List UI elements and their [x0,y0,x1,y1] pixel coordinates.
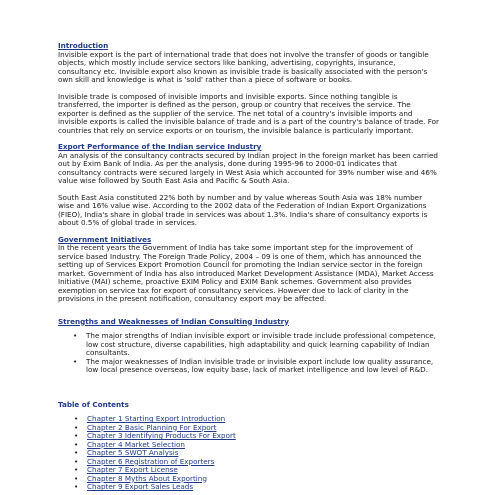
list-item [73,356,440,375]
toc-link-chapter-6[interactable]: Chapter 6 Registration of Exporters [87,456,215,466]
toc-link-chapter-7[interactable]: Chapter 7 Export License [87,465,178,474]
bullet-icon: • [74,465,79,474]
government-initiatives-paragraph: In the recent years the Government of India has take some important step for the improvement of service based Industry. The Foreign Trade Policy, 2004 – 09 is one of them, which has announced the setting up of Services Export Promotion Council for promoting the Indian service sector in the foreign market. Government of India has also introduced Market Development Assistance (MDA), Market Access Initiative (MAI) scheme, proactive EXIM Policy and EXIM Bank schemes. Government also provides exemption on service tax for export of consultancy services. However due to lack of clarity in the provisions in the present notification, consultancy export may be affected. [58,243,434,303]
toc-link-chapter-9[interactable]: Chapter 9 Export Sales Leads [87,482,194,491]
bullet-icon: • [74,414,79,423]
strengths-weaknesses-list [58,332,440,375]
bullet-icon: • [73,356,78,366]
export-performance-paragraph-1: An analysis of the consultancy contracts secured by Indian project in the foreign market has been carried out by Exim Bank of India. As per the analysis, done during 1995-96 to 2000-01 indicates that consultancy contracts were secured largely in West Asia which accounted for 39% number wise and 46% value wise followed by South East Asia and Pacific & South Asia. [58,150,438,185]
toc-link-chapter-8[interactable]: Chapter 8 Myths About Exporting [87,473,207,483]
introduction-heading: Introduction [58,41,109,50]
toc-link-chapter-5[interactable]: Chapter 5 SWOT Analysis [87,448,179,457]
bullet-icon: • [74,422,79,432]
list-item-text: The major weaknesses of Indian invisible trade or invisible export include low quality assurance, low local presence overseas, low equity base, lack of market intelligence and low level of R&D. [86,356,434,374]
list-item [73,331,440,358]
introduction-paragraph-1: Invisible export is the part of international trade that does not involve the transfer of goods or tangible objects, which mostly include service sectors like banking, advertising, copyrights, insurance, consultancy etc. Invisible export also known as invisible trade is basically associated with the person's own skill and knowledge is what is 'sold' rather than a piece of software or books. [58,49,429,84]
bullet-icon: • [74,456,79,466]
toc-link-chapter-1[interactable]: Chapter 1 Starting Export Introduction [87,414,226,423]
bullet-icon: • [74,448,79,457]
list-item-text: The major strengths of Indian invisible export or invisible trade include professional competence, low cost structure, diverse capabilities, high adaptability and quick learning capability of Indian consultants. [86,331,436,357]
bullet-icon: • [74,431,79,440]
table-of-contents-title: Table of Contents [58,399,129,409]
strengths-weaknesses-heading: Strengths and Weaknesses of Indian Consulting Industry [58,316,289,326]
export-performance-heading: Export Performance of the Indian service Industry [58,142,262,151]
government-initiatives-heading: Government Initiatives [58,234,152,244]
toc-item [74,482,440,492]
toc-link-chapter-4[interactable]: Chapter 4 Market Selection [87,439,185,449]
introduction-paragraph-2: Invisible trade is composed of invisible imports and invisible exports. Since nothing tangible is transferred, the importer is defined as the person, group or country that receives the service. The exporter is defined as the supplier of the service. The net total of a country's invisible imports and invisible exports is called the invisible balance of trade and is a part of the country's balance of trade. For countries that rely on service exports or on tourism, the invisible balance is particularly important. [58,91,439,135]
toc-link-chapter-2[interactable]: Chapter 2 Basic Planning For Export [87,422,217,432]
bullet-icon: • [74,482,79,491]
table-of-contents-list [58,415,440,492]
bullet-icon: • [74,439,79,449]
toc-link-chapter-3[interactable]: Chapter 3 Identifying Products For Export [87,431,236,440]
document-content [58,42,440,492]
export-performance-paragraph-2: South East Asia constituted 22% both by number and by value whereas South Asia was 18% number wise and 16% value wise. According to the 2002 data of the Federation of Indian Export Organizations (FIEO), India's share in global trade in services was about 1.3%. India's share of consultancy exports is about 0.5% of global trade in services. [58,192,428,227]
bullet-icon: • [73,331,78,340]
bullet-icon: • [74,473,79,483]
